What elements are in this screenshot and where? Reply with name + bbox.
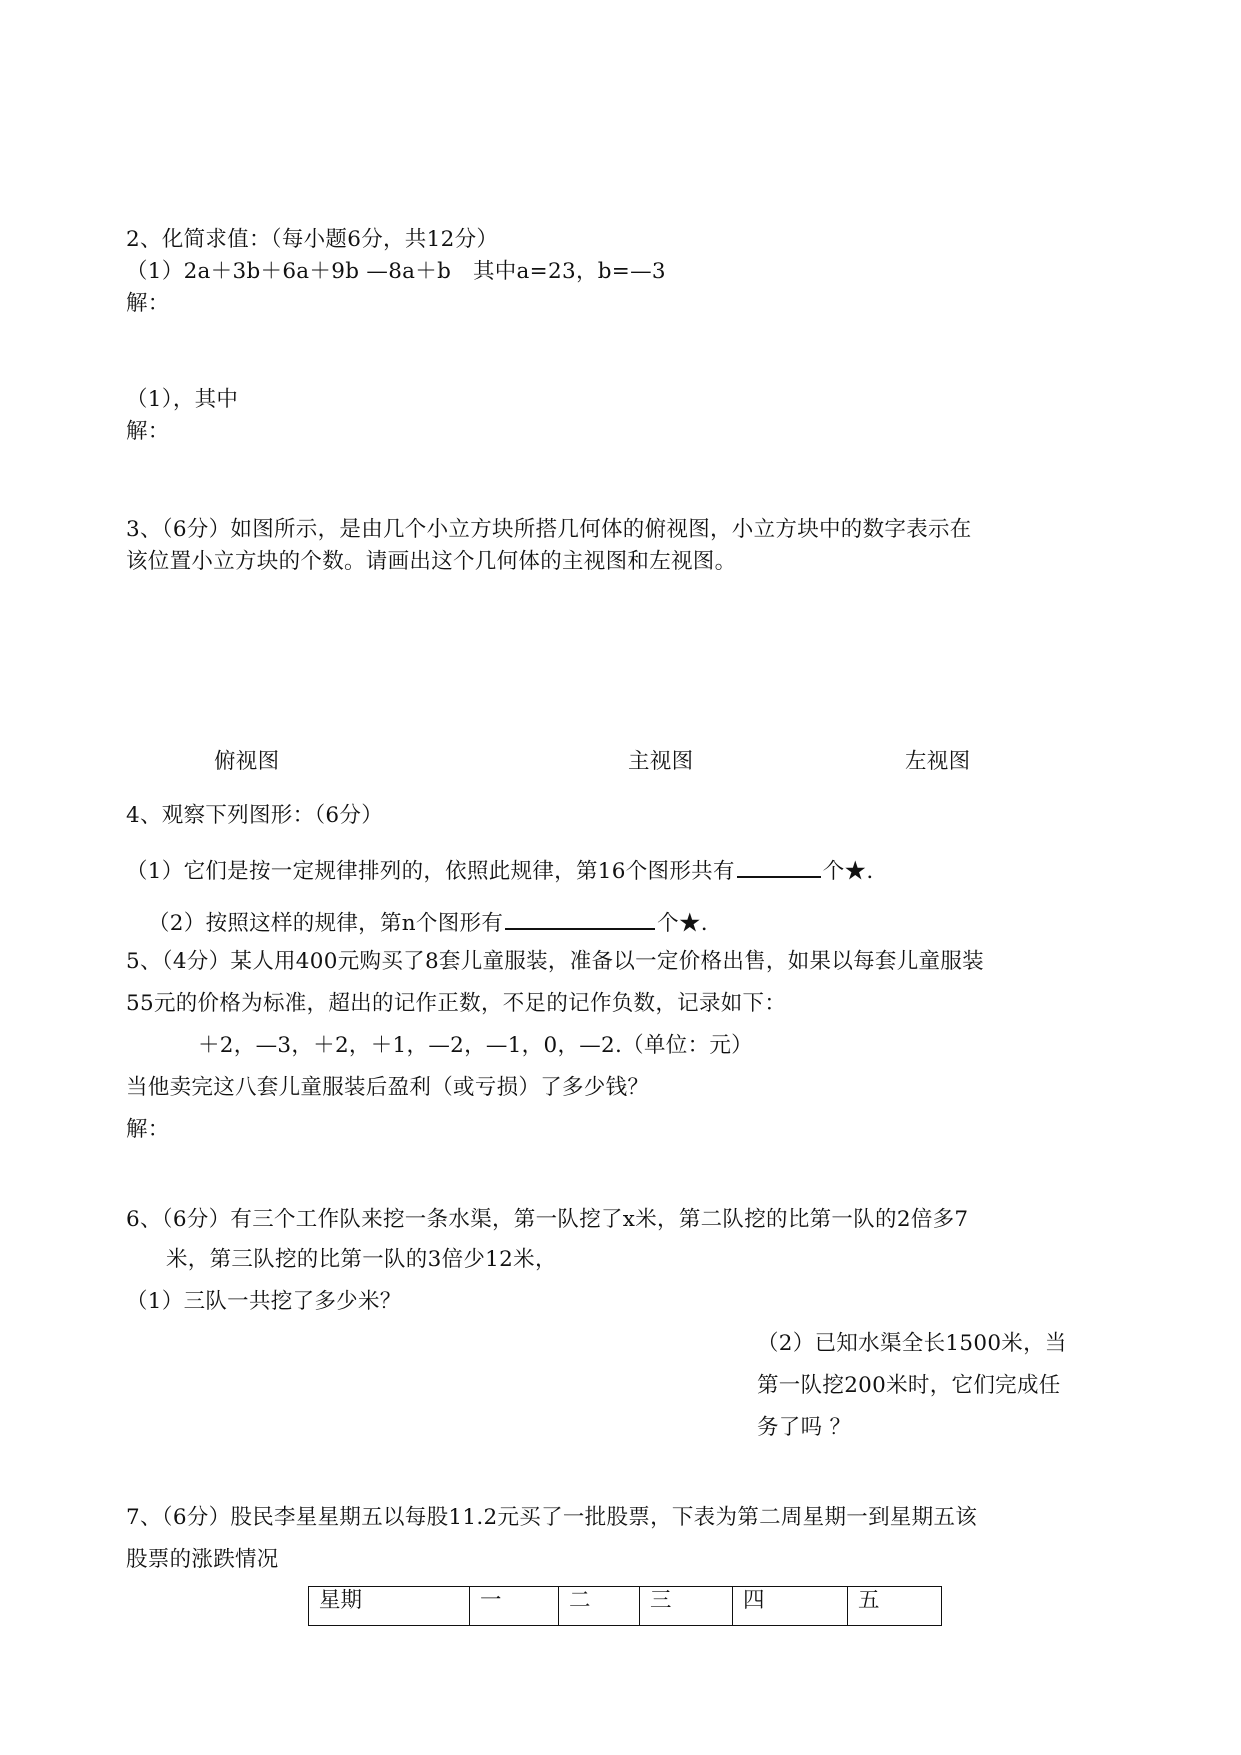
table-header-cell: 四 (733, 1587, 848, 1626)
table-header-cell: 二 (559, 1587, 640, 1626)
table-header-cell: 五 (848, 1587, 942, 1626)
q4-sub1 (126, 856, 874, 886)
q6-sub2-line1: （2）已知水渠全长1500米，当 (757, 1331, 1067, 1356)
q6-sub1: （1）三队一共挖了多少米？ (126, 1289, 402, 1314)
q4-sub2-suffix: 个★. (657, 911, 708, 936)
q2-sub1: （1）2a＋3b＋6a＋9b —8a＋b 其中a=23，b=—3 (126, 259, 666, 284)
q2-sub2: （1），其中 (126, 387, 239, 412)
table-header-cell: 星期 (309, 1587, 470, 1626)
q5-line2: 55元的价格为标准，超出的记作正数，不足的记作负数，记录如下： (126, 991, 787, 1016)
table-row (309, 1587, 942, 1626)
table-header-cell: 三 (640, 1587, 733, 1626)
q4-sub1-text: （1）它们是按一定规律排列的，依照此规律，第16个图形共有 (126, 859, 735, 884)
q4-sub2 (148, 908, 708, 938)
q7-line2: 股票的涨跌情况 (126, 1547, 279, 1572)
q7-line1: 7、（6分）股民李星星期五以每股11.2元买了一批股票，下表为第二周星期一到星期五该 (126, 1505, 978, 1530)
q6-line2: 米，第三队挖的比第一队的3倍少12米， (166, 1247, 557, 1272)
answer-blank-2[interactable] (505, 908, 655, 930)
q2-title: 2、化简求值：（每小题6分，共12分） (126, 227, 499, 252)
answer-blank-1[interactable] (737, 856, 821, 878)
q3-line1: 3、（6分）如图所示，是由几个小立方块所搭几何体的俯视图，小立方块中的数字表示在 (126, 517, 972, 542)
front-view-label: 主视图 (628, 749, 694, 774)
q6-line1: 6、（6分）有三个工作队来挖一条水渠，第一队挖了x米，第二队挖的比第一队的2倍多7 (126, 1207, 969, 1232)
q2-answer-label-2: 解： (126, 419, 170, 444)
q4-title: 4、观察下列图形：（6分） (126, 803, 384, 828)
q2-answer-label-1: 解： (126, 291, 170, 316)
top-view-label: 俯视图 (214, 749, 280, 774)
left-view-label: 左视图 (905, 749, 971, 774)
q5-answer-label: 解： (126, 1117, 170, 1142)
q6-sub2-line2: 第一队挖200米时，它们完成任 (757, 1373, 1061, 1398)
q5-values: ＋2，—3，＋2，＋1，—2，—1，0，—2.（单位：元） (198, 1033, 753, 1058)
q6-sub2-line3: 务了吗 ？ (757, 1415, 852, 1440)
table-header-cell: 一 (470, 1587, 559, 1626)
q4-sub1-suffix: 个★. (822, 859, 874, 884)
q5-line1: 5、（4分）某人用400元购买了8套儿童服装，准备以一定价格出售，如果以每套儿童服装 (126, 949, 984, 974)
stock-change-table (308, 1586, 942, 1626)
q5-question: 当他卖完这八套儿童服装后盈利（或亏损）了多少钱？ (126, 1075, 650, 1100)
q4-sub2-text: （2）按照这样的规律，第n个图形有 (148, 911, 504, 936)
q3-line2: 该位置小立方块的个数。请画出这个几何体的主视图和左视图。 (126, 549, 737, 574)
